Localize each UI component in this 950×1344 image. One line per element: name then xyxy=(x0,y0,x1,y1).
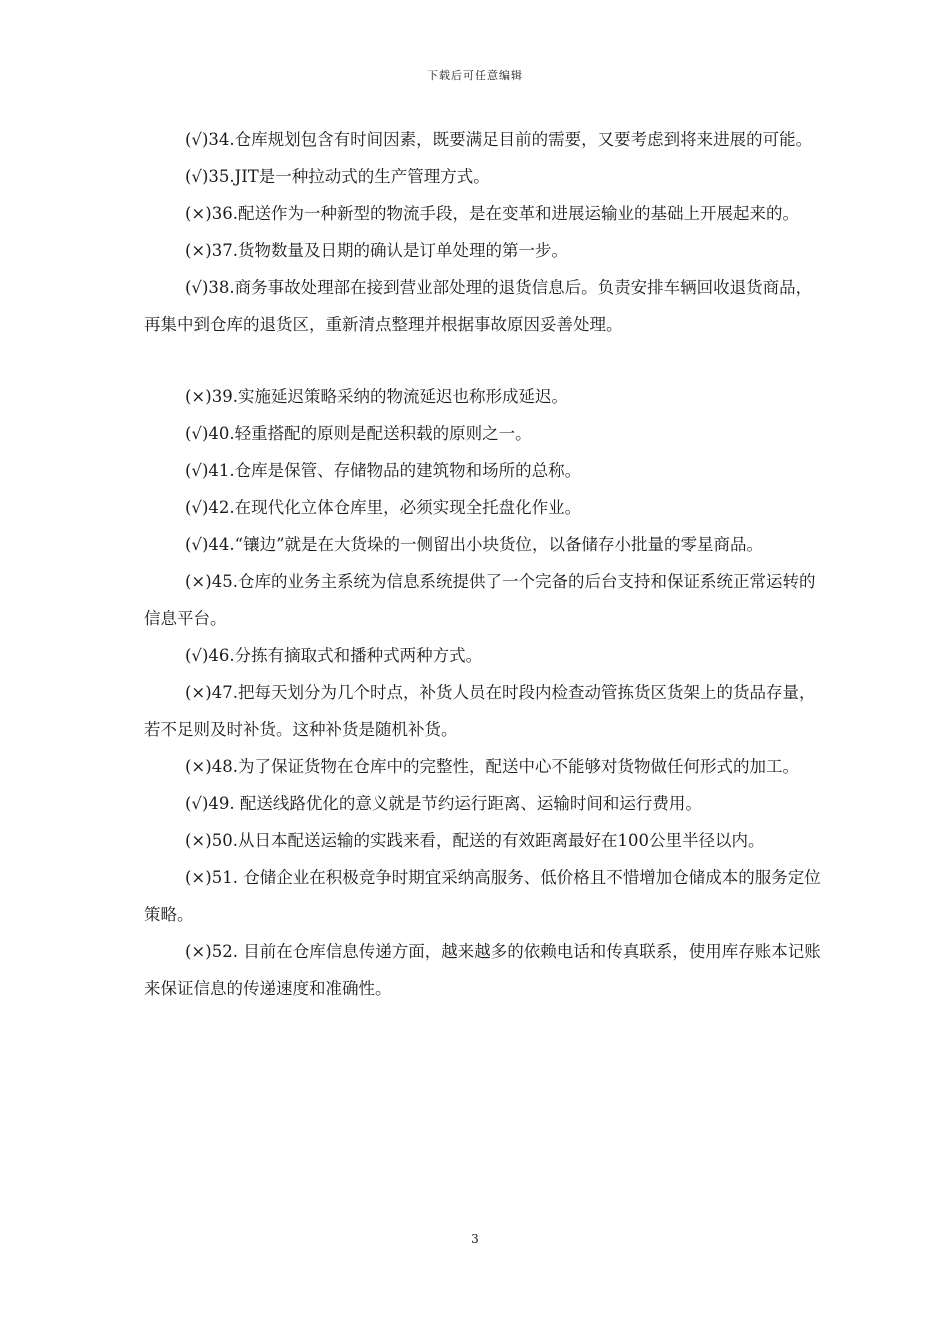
item-text: 轻重搭配的原则是配送积载的原则之一。 xyxy=(234,424,532,443)
item-text: 配送作为一种新型的物流手段，是在变革和进展运输业的基础上开展起来的。 xyxy=(237,204,799,223)
list-item xyxy=(144,563,824,637)
list-item xyxy=(144,859,824,933)
answer-mark: (×) xyxy=(185,387,212,406)
answer-mark: (√) xyxy=(185,646,209,665)
item-text: 仓库规划包含有时间因素，既要满足目前的需要，又要考虑到将来进展的可能。 xyxy=(234,130,813,149)
answer-mark: (×) xyxy=(185,204,212,223)
item-number: 46. xyxy=(208,646,235,665)
list-item xyxy=(144,526,824,563)
list-item xyxy=(144,378,824,415)
item-number: 34. xyxy=(208,130,235,149)
list-item xyxy=(144,232,824,269)
item-number: 50. xyxy=(211,831,238,850)
item-number: 36. xyxy=(211,204,238,223)
answer-mark: (×) xyxy=(185,868,212,887)
answer-mark: (×) xyxy=(185,572,212,591)
item-number: 45. xyxy=(211,572,238,591)
item-number: 44. xyxy=(208,535,235,554)
page-header: 下载后可任意编辑 xyxy=(427,69,523,82)
item-number: 48. xyxy=(211,757,238,776)
item-number: 51. xyxy=(211,868,238,887)
list-item xyxy=(144,158,824,195)
page-number: 3 xyxy=(471,1232,479,1246)
list-item xyxy=(144,933,824,1007)
answer-mark: (×) xyxy=(185,757,212,776)
item-text: JIT是一种拉动式的生产管理方式。 xyxy=(234,167,490,186)
item-number: 39. xyxy=(211,387,238,406)
item-text: 目前在仓库信息传递方面，越来越多的依赖电话和传真联系，使用库存账本记账来保证信息的传递速度和准确性。 xyxy=(144,942,821,998)
item-number: 52. xyxy=(211,942,238,961)
item-text: 货物数量及日期的确认是订单处理的第一步。 xyxy=(237,241,568,260)
item-text: 在现代化立体仓库里，必须实现全托盘化作业。 xyxy=(234,498,582,517)
item-text: 为了保证货物在仓库中的完整性，配送中心不能够对货物做任何形式的加工。 xyxy=(237,757,799,776)
list-item xyxy=(144,489,824,526)
list-item xyxy=(144,748,824,785)
list-item xyxy=(144,785,824,822)
item-number: 49. xyxy=(208,794,235,813)
item-text: “镶边”就是在大货垛的一侧留出小块货位，以备储存小批量的零星商品。 xyxy=(234,535,764,554)
answer-mark: (√) xyxy=(185,424,209,443)
answer-mark: (√) xyxy=(185,498,209,517)
item-text: 从日本配送运输的实践来看，配送的有效距离最好在100公里半径以内。 xyxy=(237,831,765,850)
answer-mark: (√) xyxy=(185,130,209,149)
answer-mark: (√) xyxy=(185,461,209,480)
answer-mark: (×) xyxy=(185,831,212,850)
item-text: 仓库是保管、存储物品的建筑物和场所的总称。 xyxy=(234,461,582,480)
list-item xyxy=(144,121,824,158)
answer-mark: (√) xyxy=(185,535,209,554)
answer-mark: (√) xyxy=(185,167,209,186)
list-item xyxy=(144,269,824,343)
item-number: 42. xyxy=(208,498,235,517)
item-text: 实施延迟策略采纳的物流延迟也称形成延迟。 xyxy=(237,387,568,406)
list-item xyxy=(144,195,824,232)
answer-mark: (√) xyxy=(185,794,209,813)
item-number: 40. xyxy=(208,424,235,443)
item-number: 35. xyxy=(208,167,235,186)
list-item xyxy=(144,452,824,489)
item-text: 商务事故处理部在接到营业部处理的退货信息后。负责安排车辆回收退货商品，再集中到仓库的退货区，重新清点整理并根据事故原因妥善处理。 xyxy=(144,278,813,334)
answer-mark: (×) xyxy=(185,683,212,702)
item-number: 47. xyxy=(211,683,238,702)
answer-mark: (×) xyxy=(185,942,212,961)
answer-mark: (√) xyxy=(185,278,209,297)
answer-mark: (×) xyxy=(185,241,212,260)
item-text: 把每天划分为几个时点，补货人员在时段内检查动管拣货区货架上的货品存量，若不足则及时补货。这种补货是随机补货。 xyxy=(144,683,816,739)
list-item xyxy=(144,637,824,674)
item-number: 41. xyxy=(208,461,235,480)
item-text: 分拣有摘取式和播种式两种方式。 xyxy=(234,646,483,665)
list-item xyxy=(144,674,824,748)
item-text: 仓储企业在积极竞争时期宜采纳高服务、低价格且不惜增加仓储成本的服务定位策略。 xyxy=(144,868,821,924)
item-text: 仓库的业务主系统为信息系统提供了一个完备的后台支持和保证系统正常运转的信息平台。 xyxy=(144,572,816,628)
item-number: 37. xyxy=(211,241,238,260)
document-body xyxy=(144,121,824,1007)
item-number: 38. xyxy=(208,278,235,297)
list-item xyxy=(144,415,824,452)
list-item xyxy=(144,822,824,859)
item-text: 配送线路优化的意义就是节约运行距离、运输时间和运行费用。 xyxy=(234,794,702,813)
